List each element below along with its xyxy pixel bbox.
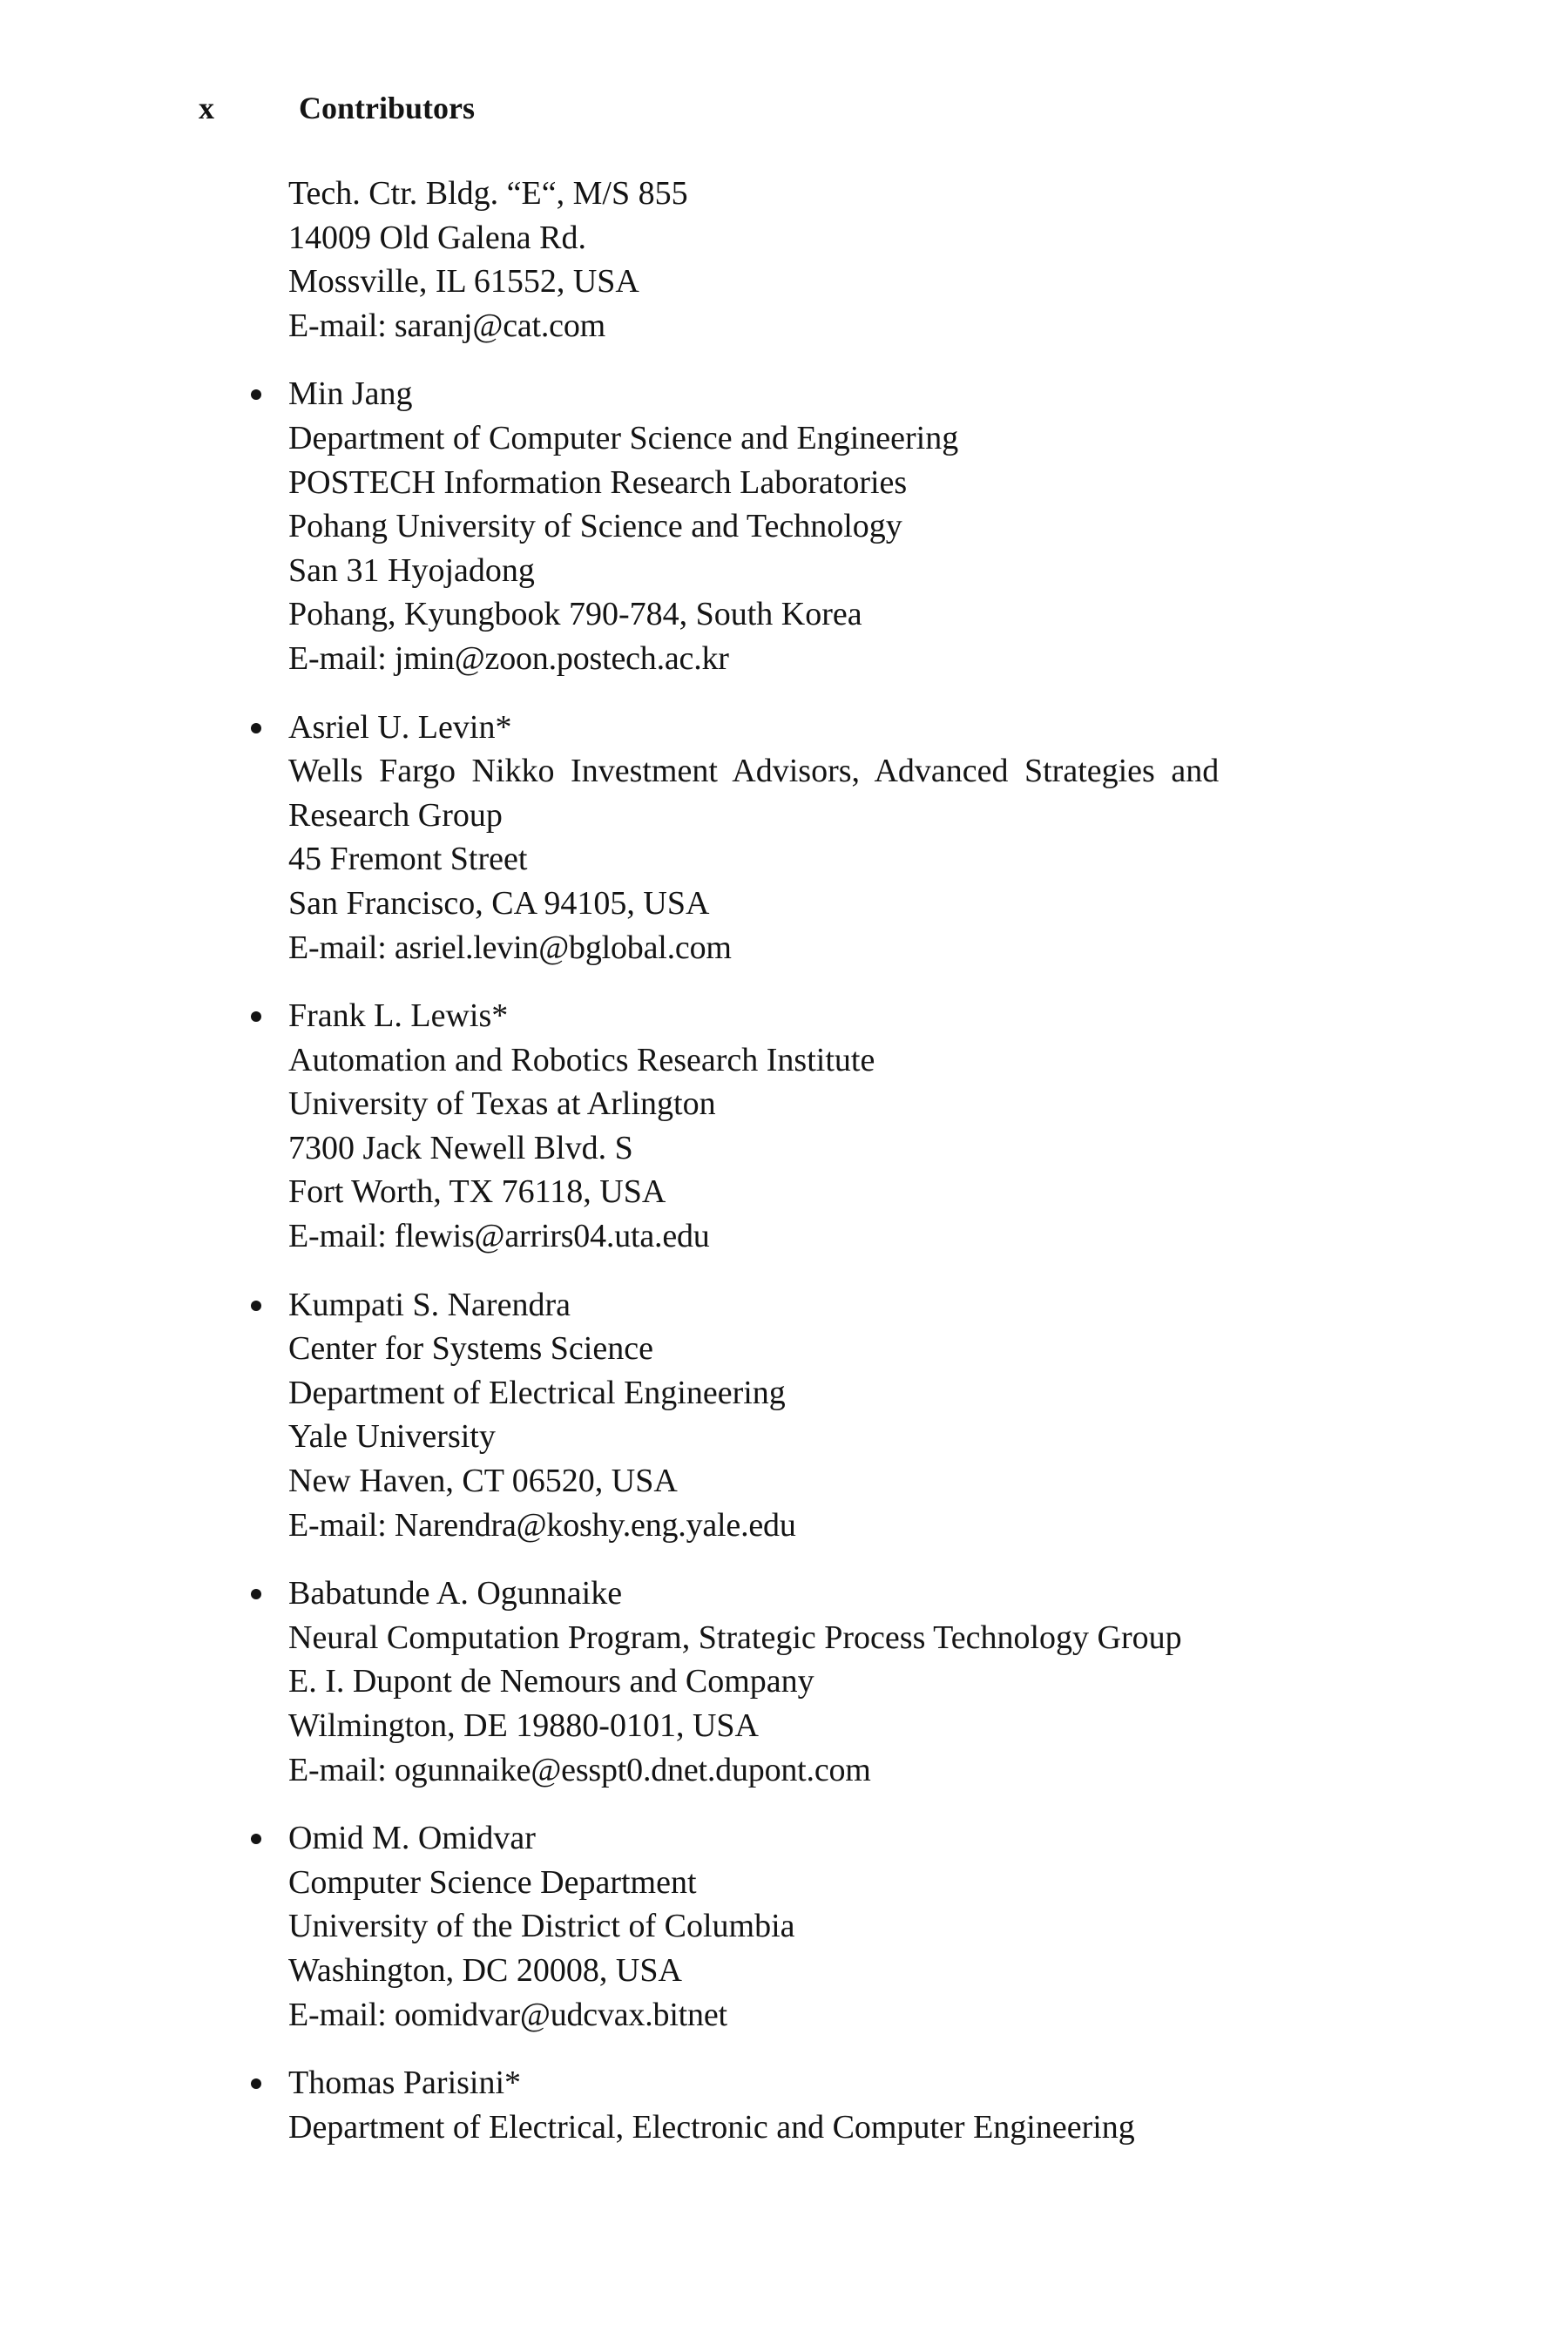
contributor-entry	[288, 372, 1386, 680]
bullet-icon	[251, 1301, 261, 1311]
address-line: Department of Electrical, Electronic and Computer Engineering	[288, 2108, 1135, 2146]
address-line: POSTECH Information Research Laboratories	[288, 463, 908, 501]
email-line: E-mail: ogunnaike@esspt0.dnet.dupont.com	[288, 1751, 871, 1788]
contributors-list	[288, 172, 1386, 2173]
address-line: Wilmington, DE 19880-0101, USA	[288, 1707, 759, 1744]
address-line: Pohang University of Science and Technology	[288, 508, 902, 545]
running-header	[199, 87, 475, 129]
address-line: Pohang, Kyungbook 790-784, South Korea	[288, 596, 862, 633]
contributor-name: Min Jang	[288, 375, 413, 413]
address-line: Automation and Robotics Research Institute	[288, 1041, 875, 1078]
contributor-entry	[288, 994, 1386, 1259]
address-line: Wells Fargo Nikko Investment Advisors, Advanced Strategies and	[288, 753, 1220, 790]
address-line: University of the District of Columbia	[288, 1908, 795, 1945]
bullet-icon	[251, 1011, 261, 1022]
bullet-icon	[251, 1589, 261, 1599]
contributor-entry	[288, 1816, 1386, 2037]
address-line: Research Group	[288, 796, 503, 834]
bullet-icon	[251, 2078, 261, 2089]
contributor-name: Asriel U. Levin*	[288, 708, 512, 746]
email-line: E-mail: flewis@arrirs04.uta.edu	[288, 1218, 710, 1255]
address-line: New Haven, CT 06520, USA	[288, 1463, 678, 1500]
bullet-icon	[251, 389, 261, 400]
email-line: E-mail: asriel.levin@bglobal.com	[288, 929, 732, 966]
address-line: Computer Science Department	[288, 1863, 697, 1901]
email-line: E-mail: saranj@cat.com	[288, 307, 606, 344]
email-line: E-mail: oomidvar@udcvax.bitnet	[288, 1996, 727, 2033]
address-line: San 31 Hyojadong	[288, 551, 535, 589]
address-line: Fort Worth, TX 76118, USA	[288, 1173, 666, 1211]
address-line: E. I. Dupont de Nemours and Company	[288, 1663, 814, 1700]
contributor-entry	[288, 1283, 1386, 1548]
address-line: Washington, DC 20008, USA	[288, 1951, 682, 1989]
contributor-name: Omid M. Omidvar	[288, 1820, 536, 1857]
address-line: 14009 Old Galena Rd.	[288, 219, 586, 256]
address-line: 7300 Jack Newell Blvd. S	[288, 1129, 633, 1166]
address-line: Yale University	[288, 1418, 496, 1456]
address-line: Tech. Ctr. Bldg. “E“, M/S 855	[288, 175, 688, 212]
address-line: Mossville, IL 61552, USA	[288, 263, 639, 301]
contributor-name: Babatunde A. Ogunnaike	[288, 1575, 623, 1612]
address-line: Neural Computation Program, Strategic Process Technology Group	[288, 1619, 1182, 1656]
address-line: San Francisco, CA 94105, USA	[288, 884, 710, 922]
address-line: Department of Computer Science and Engineering	[288, 419, 959, 456]
continued-address	[288, 172, 1386, 348]
bullet-icon	[251, 1834, 261, 1844]
contributor-name: Thomas Parisini*	[288, 2065, 522, 2102]
contributor-entry	[288, 1571, 1386, 1792]
contributor-name: Kumpati S. Narendra	[288, 1286, 571, 1323]
address-line: Center for Systems Science	[288, 1330, 653, 1368]
bullet-icon	[251, 723, 261, 733]
address-line: University of Texas at Arlington	[288, 1085, 716, 1123]
contributor-name: Frank L. Lewis*	[288, 997, 509, 1035]
address-line: Department of Electrical Engineering	[288, 1374, 786, 1411]
header-title: Contributors	[299, 91, 476, 125]
page-number: x	[199, 91, 214, 125]
address-line: 45 Fremont Street	[288, 841, 528, 878]
email-line: E-mail: Narendra@koshy.eng.yale.edu	[288, 1506, 796, 1544]
email-line: E-mail: jmin@zoon.postech.ac.kr	[288, 639, 729, 677]
contributor-entry	[288, 2061, 1386, 2149]
contributor-entry	[288, 706, 1386, 970]
